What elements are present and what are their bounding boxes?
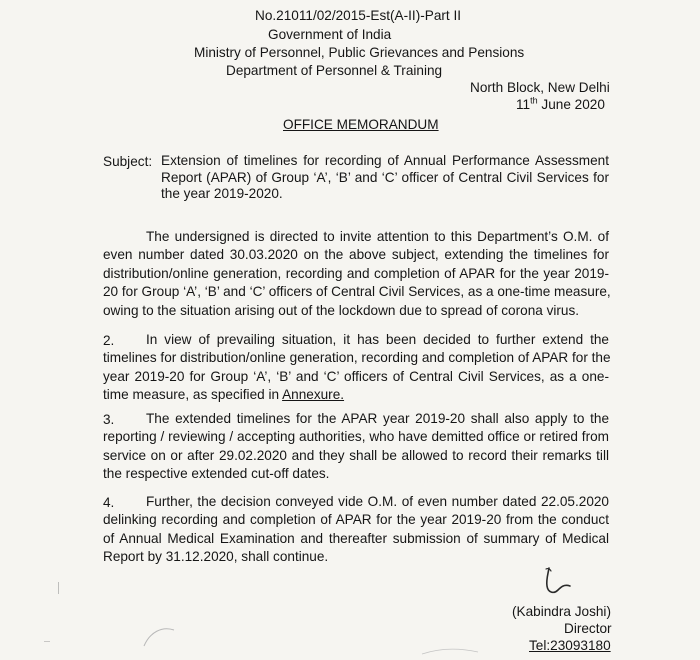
date-rest: June 2020 [537,97,605,112]
paragraph-line: In view of prevailing situation, it has been decided to further extend the [146,332,609,347]
paragraph-3 [103,410,609,484]
paragraph-line: timelines for distribution/online generation, recording and completion of APAR for the [103,350,611,366]
paragraph-line [103,386,609,404]
paragraph-1 [103,228,609,320]
handwritten-signature [540,566,580,602]
scan-mark [58,582,59,594]
ministry-name: Ministry of Personnel, Public Grievances and Pensions [194,45,525,60]
government-name: Government of India [268,27,392,42]
paragraph-line: 20 for Group ‘A’, ‘B’ and ‘C’ officers of Central Civil Services, as a one-time measure, [103,284,611,300]
paragraph-text: time measure, as specified in [103,387,280,403]
paragraph-line: even number dated 30.03.2020 on the above subject, extending the timelines for [103,247,609,263]
subject-line: the year 2019-2020. [161,186,283,201]
subject-line: Extension of timelines for recording of Annual Performance Assessment [161,153,609,168]
scan-mark [420,644,480,658]
memo-title: OFFICE MEMORANDUM [283,117,439,132]
paragraph-2 [103,331,609,405]
paragraph-line: of Annual Medical Examination and thereafter submission of summary of Medical [103,530,609,546]
paragraph-line: Further, the decision conveyed vide O.M. of even number dated 22.05.2020 [146,494,609,509]
paragraph-line: delinking recording and completion of APAR for the year 2019-20 from the conduct [103,512,609,528]
paragraph-line: the respective extended cut-off dates. [103,466,330,482]
paragraph-line: reporting / reviewing / accepting authorities, who have demitted office or retired from [103,429,609,445]
signatory-designation: Director [564,621,612,636]
signatory-telephone: Tel:23093180 [529,638,611,653]
subject-text [161,153,609,203]
date-suffix: th [530,95,538,106]
paragraph-number: 4. [103,495,115,510]
paragraph-4 [103,493,609,567]
file-number: No.21011/02/2015-Est(A-II)-Part II [255,8,462,23]
paragraph-line: distribution/online generation, recording and completion of APAR for the year 2019- [103,265,609,281]
scan-mark [140,622,180,652]
subject-line: Report (APAR) of Group ‘A’, ‘B’ and ‘C’ officer of Central Civil Services for [161,169,609,185]
paragraph-line: owing to the situation arising out of the lockdown due to spread of corona virus. [103,302,580,318]
signatory-name: (Kabindra Joshi) [512,604,611,619]
paragraph-line: service on or after 29.02.2020 and they shall be allowed to record their remarks till [103,447,609,463]
paragraph-number: 2. [103,333,115,348]
annexure-link[interactable]: Annexure. [282,387,345,403]
scan-mark [44,641,50,642]
subject-label: Subject: [103,154,153,169]
paragraph-line: The undersigned is directed to invite attention to this Department’s O.M. of [146,229,609,244]
paragraph-line: year 2019-20 for Group ‘A’, ‘B’ and ‘C’ officers of Central Civil Services, as a one- [103,368,609,384]
paragraph-line: Report by 31.12.2020, shall continue. [103,549,329,565]
paragraph-line: The extended timelines for the APAR year 2019-20 shall also apply to the [146,411,609,426]
place: North Block, New Delhi [470,80,610,95]
date [516,97,605,113]
department-name: Department of Personnel & Training [226,63,443,78]
paragraph-number: 3. [103,412,115,427]
date-day: 11 [516,97,531,112]
